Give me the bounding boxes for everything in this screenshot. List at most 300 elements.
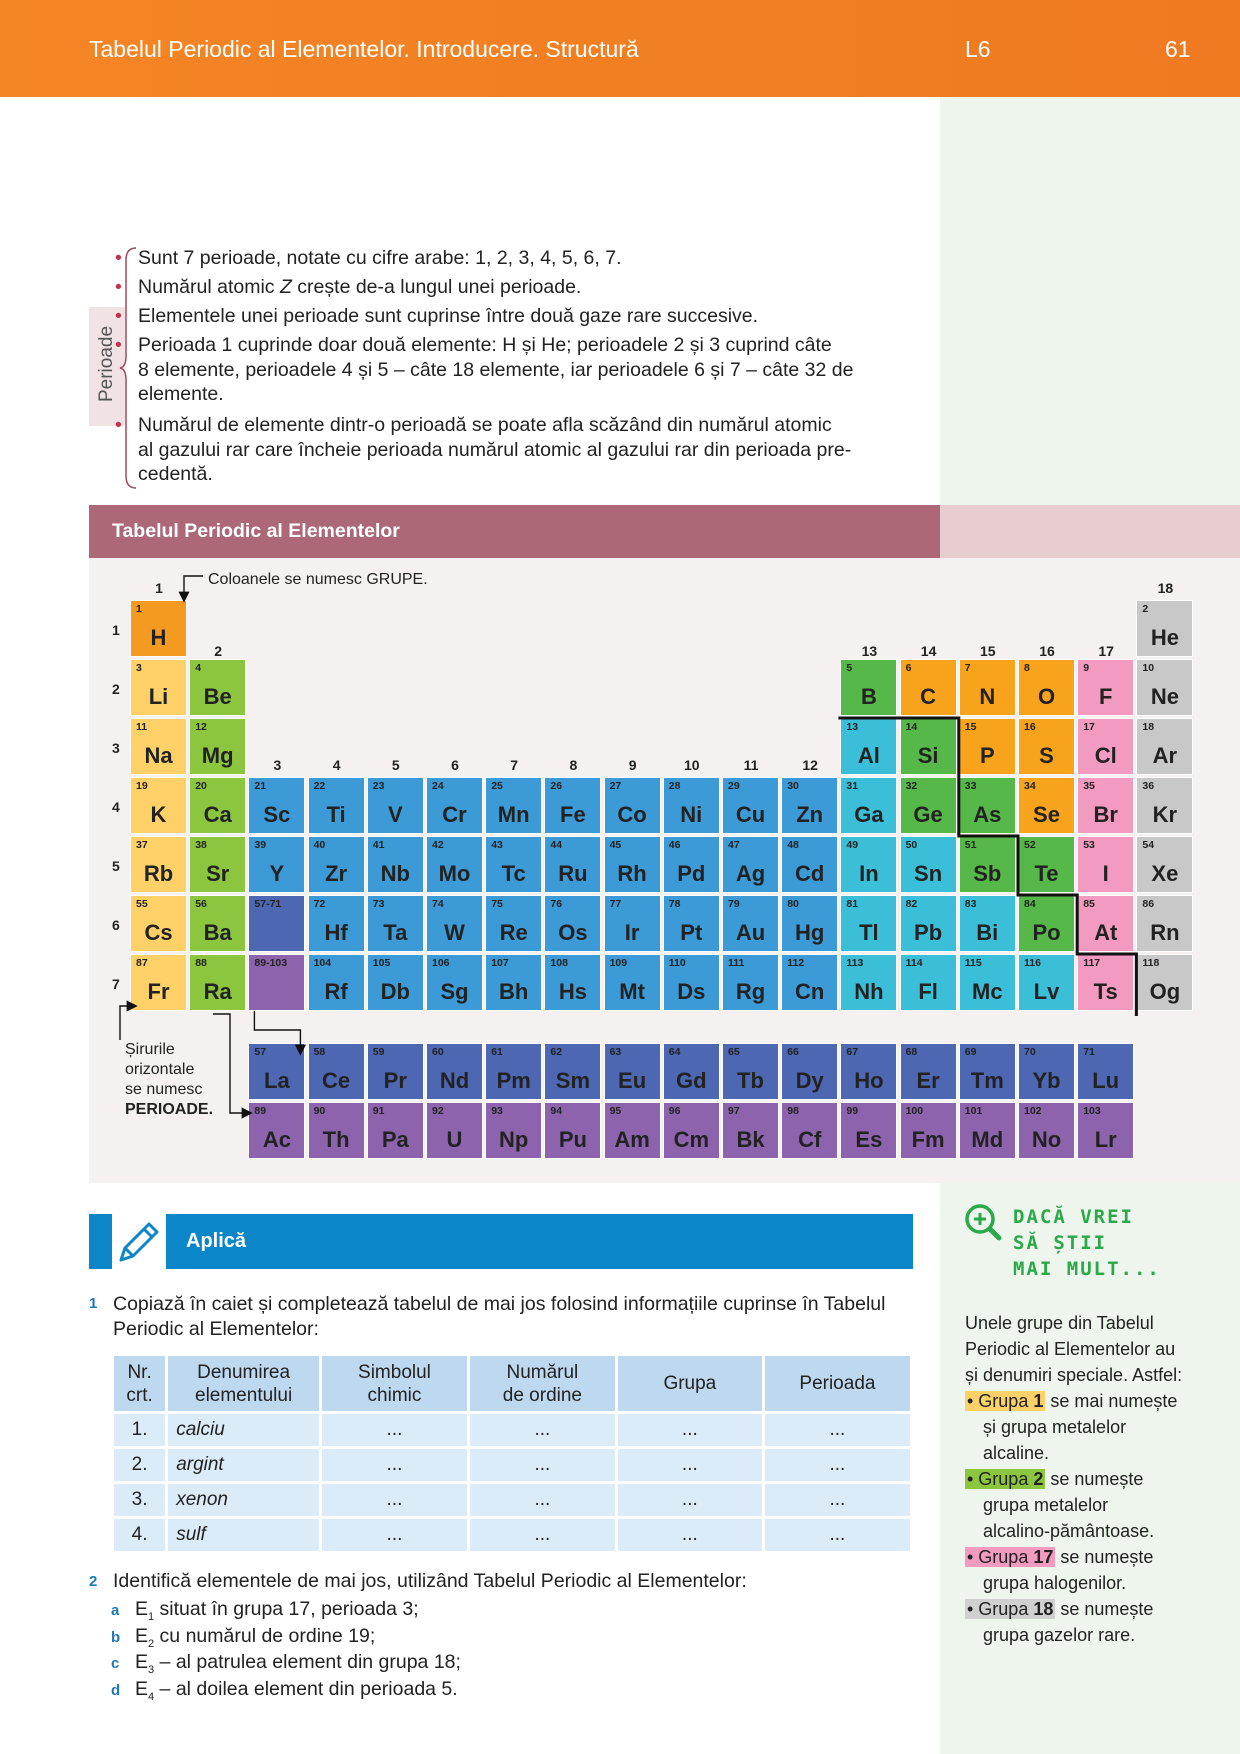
item-text: – al doilea element din perioada 5.: [154, 1677, 458, 1700]
element-Ra: [189, 954, 246, 1011]
atomic-number: 17: [1083, 721, 1095, 733]
sidebar-item-line: alcaline.: [983, 1443, 1050, 1463]
element-N: [959, 659, 1016, 716]
item-subscript: 4: [148, 1690, 155, 1703]
element-Sg: [426, 954, 483, 1011]
group-label: 8: [569, 757, 578, 773]
atomic-number: 51: [964, 839, 977, 851]
period-label: 1: [112, 622, 120, 638]
element-symbol: Pm: [496, 1068, 531, 1093]
sidebar-item-line: grupa halogenilor.: [983, 1573, 1127, 1593]
atomic-number: 55: [136, 898, 148, 910]
element-Er: [900, 1043, 957, 1100]
period-label: 3: [112, 740, 120, 756]
element-Gd: [663, 1043, 720, 1100]
atomic-number: 14: [905, 721, 918, 733]
element-Lu: [1077, 1043, 1134, 1100]
element-89-103: [248, 954, 305, 1011]
table-cell: ...: [322, 1484, 467, 1516]
element-Br: [1077, 777, 1134, 834]
element-Cr: [426, 777, 483, 834]
period-bullet: [138, 246, 918, 271]
element-Cu: [722, 777, 779, 834]
table-cell: ...: [470, 1484, 615, 1516]
element-symbol: Ge: [913, 802, 943, 827]
atomic-number: 105: [372, 957, 391, 969]
element-symbol: Am: [614, 1127, 650, 1152]
atomic-number: 46: [668, 839, 681, 851]
atomic-number: 116: [1024, 957, 1041, 969]
atomic-number: 107: [491, 957, 509, 969]
question-1-line: Periodic al Elementelor:: [113, 1318, 319, 1340]
element-symbol: C: [920, 684, 937, 709]
atomic-number: 115: [964, 957, 982, 969]
group-number: 1: [1033, 1391, 1044, 1411]
element-symbol: Ti: [326, 802, 346, 827]
atomic-number: 74: [432, 898, 444, 910]
element-symbol: Sr: [206, 861, 230, 886]
element-H: [130, 600, 187, 657]
element-Fr: [130, 954, 187, 1011]
element-symbol: Sb: [973, 861, 1002, 886]
atomic-number: 57: [254, 1046, 267, 1058]
atomic-number: 53: [1083, 839, 1095, 851]
atomic-number: 9: [1083, 662, 1090, 674]
item-subscript: 2: [148, 1637, 155, 1650]
atomic-number: 61: [491, 1046, 503, 1058]
atomic-number: 32: [905, 780, 918, 792]
element-symbol: Kr: [1152, 802, 1178, 827]
element-Pa: [367, 1102, 424, 1159]
element-Po: [1018, 895, 1075, 952]
element-Eu: [604, 1043, 661, 1100]
atomic-number: 112: [787, 957, 805, 969]
atomic-number: 117: [1083, 957, 1101, 969]
element-Np: [485, 1102, 542, 1159]
element-Cd: [781, 836, 838, 893]
element-symbol: Eu: [618, 1068, 647, 1093]
element-Rh: [604, 836, 661, 893]
element-Pr: [367, 1043, 424, 1100]
sidebar-intro-line: și denumiri speciale. Astfel:: [965, 1365, 1183, 1385]
period-bullet: [138, 275, 918, 300]
element-symbol: Mn: [497, 802, 530, 827]
sidebar-title-line: SĂ ȘTII: [1013, 1232, 1108, 1254]
atomic-number: 7: [964, 662, 971, 674]
sidebar-item-line: și grupa metalelor: [983, 1417, 1127, 1437]
element-Ta: [367, 895, 424, 952]
periods-tag-label: Perioade: [96, 325, 117, 403]
atomic-number: 20: [195, 780, 207, 792]
element-symbol: Ag: [735, 861, 766, 886]
element-Rn: [1136, 895, 1193, 952]
element-symbol: Hs: [558, 979, 587, 1004]
table-header-line: Numărul: [506, 1361, 579, 1383]
element-Sb: [959, 836, 1016, 893]
atomic-number: 68: [905, 1046, 918, 1058]
bullet-line: • Numărul de elemente dintr-o perioadă se poate afla scăzând din numărul atomic: [138, 414, 832, 436]
question-1-line: Copiază în caiet și completează tabelul de mai jos folosind informațiile cuprinse în Tabelul: [113, 1293, 886, 1315]
element-K: [130, 777, 187, 834]
element-symbol: Ce: [322, 1068, 351, 1093]
element-C: [900, 659, 957, 716]
group-highlight: • Grupa 1: [967, 1391, 1044, 1411]
element-symbol: Nh: [854, 979, 884, 1004]
element-P: [959, 718, 1016, 775]
period-label: 2: [112, 681, 120, 697]
atomic-number: 77: [609, 898, 622, 910]
element-symbol: Bk: [736, 1127, 765, 1152]
element-symbol: Cs: [144, 920, 173, 945]
atomic-number: 60: [432, 1046, 444, 1058]
element-symbol: Xe: [1151, 861, 1179, 886]
table-cell: ...: [765, 1484, 910, 1516]
element-Mo: [426, 836, 483, 893]
atomic-number: 35: [1083, 780, 1095, 792]
element-symbol: Ca: [203, 802, 232, 827]
element-symbol: Ir: [624, 920, 640, 945]
element-Re: [485, 895, 542, 952]
element-Be: [189, 659, 246, 716]
item-text: situat în grupa 17, perioada 3;: [154, 1598, 419, 1620]
element-symbol: Fl: [918, 979, 938, 1004]
question-2-item: [111, 1649, 461, 1676]
question-1-text: [113, 1292, 885, 1342]
element-symbol: Rh: [617, 861, 647, 886]
table-cell: ...: [618, 1519, 762, 1551]
table-cell: argint: [168, 1449, 319, 1481]
element-Am: [604, 1102, 661, 1159]
lesson-label: L6: [965, 36, 991, 62]
sidebar-item-line: [965, 1596, 1177, 1622]
table-cell: ...: [618, 1449, 762, 1481]
group-label: 5: [391, 757, 400, 773]
atomic-number: 84: [1024, 898, 1036, 910]
pencil-icon: [113, 1218, 163, 1268]
atomic-number: 89: [254, 1105, 267, 1117]
element-symbol: Zn: [796, 802, 824, 827]
table-header-line: elementului: [195, 1384, 293, 1406]
bullet-line: al gazului rar care încheie perioada numărul atomic al gazului rar din perioada pre-: [138, 438, 852, 461]
atomic-number: 80: [787, 898, 799, 910]
element-W: [426, 895, 483, 952]
element-symbol: Te: [1034, 861, 1059, 886]
element-symbol: O: [1037, 684, 1056, 709]
atomic-number: 50: [905, 839, 918, 851]
element-symbol: Ds: [677, 979, 706, 1004]
element-symbol: Po: [1032, 920, 1061, 945]
atomic-number: 25: [491, 780, 503, 792]
element-Pb: [900, 895, 957, 952]
table-cell: ...: [470, 1449, 615, 1481]
element-Tm: [959, 1043, 1016, 1100]
table-header-line: crt.: [126, 1384, 153, 1406]
periods-caption-line: Șirurile: [125, 1041, 175, 1058]
table-header-line: Nr.: [127, 1361, 152, 1383]
element-symbol: Tc: [501, 861, 526, 886]
element-symbol: Nb: [380, 861, 410, 886]
element-symbol: Cu: [735, 802, 766, 827]
bullet-line: elemente.: [138, 383, 224, 405]
atomic-number: 79: [728, 898, 740, 910]
element-Ti: [308, 777, 365, 834]
element-Ts: [1077, 954, 1134, 1011]
element-symbol: Ar: [1152, 743, 1178, 768]
atomic-number: 49: [846, 839, 859, 851]
period-bullet: [138, 333, 918, 407]
element-Ca: [189, 777, 246, 834]
table-cell: ...: [322, 1414, 467, 1446]
element-Cm: [663, 1102, 720, 1159]
atomic-number: 62: [550, 1046, 563, 1058]
element-In: [840, 836, 897, 893]
element-Pu: [544, 1102, 601, 1159]
table-header: [168, 1356, 319, 1411]
group-label: 2: [214, 643, 223, 659]
atomic-number: 88: [195, 957, 207, 969]
element-symbol: Re: [499, 920, 528, 945]
bullet-line: • Perioada 1 cuprinde doar două elemente: H și He; perioadele 2 și 3 cuprind câte: [138, 334, 832, 356]
group-label: 11: [743, 757, 759, 773]
element-symbol: Mo: [438, 861, 471, 886]
atomic-number: 42: [432, 839, 444, 851]
element-symbol: Rg: [735, 979, 766, 1004]
sidebar-item-rest: se numește: [1045, 1469, 1144, 1489]
group-label: 13: [861, 643, 878, 659]
item-letter: b: [111, 1628, 121, 1646]
question-2-items: [111, 1596, 461, 1702]
element-Ru: [544, 836, 601, 893]
table-header: [470, 1356, 615, 1411]
atomic-number: 118: [1142, 957, 1160, 969]
header-title: Tabelul Periodic al Elementelor. Introducere. Structură: [89, 36, 639, 62]
element-symbol: Li: [148, 684, 169, 709]
group-label: 4: [332, 757, 341, 773]
page-number: 61: [1165, 36, 1191, 62]
element-symbol: Tb: [737, 1068, 764, 1093]
table-cell: ...: [618, 1414, 762, 1446]
table-row: [114, 1449, 910, 1481]
table-title: Tabelul Periodic al Elementelor: [112, 520, 400, 542]
atomic-number: 113: [846, 957, 864, 969]
element-symbol: No: [1031, 1127, 1062, 1152]
element-Sc: [248, 777, 305, 834]
atomic-number: 78: [668, 898, 681, 910]
element-Hg: [781, 895, 838, 952]
element-Nd: [426, 1043, 483, 1100]
element-Cf: [781, 1102, 838, 1159]
question-2-item: [111, 1676, 461, 1703]
element-Tl: [840, 895, 897, 952]
element-Db: [367, 954, 424, 1011]
question-2-item: [111, 1623, 461, 1650]
element-Pt: [663, 895, 720, 952]
atomic-number: 29: [728, 780, 740, 792]
item-text: cu numărul de ordine 19;: [154, 1624, 376, 1647]
z-symbol: Z: [279, 276, 292, 298]
element-symbol: Cd: [795, 861, 825, 886]
period-label: 6: [112, 917, 120, 933]
item-element: E: [135, 1677, 149, 1700]
item-text: – al patrulea element din grupa 18;: [154, 1651, 461, 1673]
atomic-number: 72: [313, 898, 326, 910]
element-Y: [248, 836, 305, 893]
group-label: 3: [273, 757, 282, 773]
item-element: E: [135, 1598, 149, 1620]
sidebar-item-rest: se numește: [1055, 1547, 1154, 1567]
sidebar-item-rest: se numește: [1055, 1599, 1154, 1619]
bullet-line: • Numărul atomic Z crește de-a lungul unei perioade.: [138, 276, 582, 298]
element-symbol: Lr: [1094, 1127, 1117, 1152]
atomic-number: 52: [1024, 839, 1036, 851]
element-57-71: [248, 895, 305, 952]
sidebar-title-line: MAI MULT...: [1013, 1258, 1161, 1280]
element-symbol: Mc: [972, 979, 1003, 1004]
atomic-number: 89-103: [254, 957, 288, 969]
element-symbol: Ni: [680, 802, 703, 827]
atomic-number: 57-71: [254, 898, 282, 910]
atomic-number: 59: [372, 1046, 385, 1058]
element-Ga: [840, 777, 897, 834]
element-As: [959, 777, 1016, 834]
atomic-number: 71: [1083, 1046, 1095, 1058]
element-Zn: [781, 777, 838, 834]
atomic-number: 104: [313, 957, 332, 969]
element-symbol: Sn: [914, 861, 943, 886]
element-Ba: [189, 895, 246, 952]
element-symbol: B: [860, 684, 877, 709]
atomic-number: 48: [787, 839, 799, 851]
atomic-number: 24: [432, 780, 444, 792]
sidebar-intro-line: Periodic al Elementelor au: [965, 1339, 1176, 1359]
period-label: 5: [112, 858, 120, 874]
element-symbol: Bh: [499, 979, 529, 1004]
atomic-number: 108: [550, 957, 568, 969]
atomic-number: 45: [609, 839, 622, 851]
table-cell: ...: [470, 1519, 615, 1551]
element-symbol: Rf: [324, 979, 348, 1004]
element-symbol: Ta: [383, 920, 408, 945]
element-symbol: Cl: [1094, 743, 1117, 768]
element-symbol: Ts: [1093, 979, 1118, 1004]
item-letter: a: [111, 1602, 120, 1619]
atomic-number: 27: [609, 780, 622, 792]
group-label: 12: [802, 757, 818, 773]
bullet-line: cedentă.: [138, 463, 213, 485]
element-symbol: Cm: [673, 1127, 710, 1152]
element-symbol: Lv: [1033, 979, 1060, 1004]
sidebar-title-line: DACĂ VREI: [1013, 1206, 1134, 1228]
table-cell: 3.: [114, 1484, 165, 1516]
atomic-number: 47: [728, 839, 740, 851]
element-symbol: Og: [1149, 979, 1181, 1004]
atomic-number: 40: [313, 839, 326, 851]
element-symbol: Cr: [442, 802, 467, 827]
atomic-number: 94: [550, 1105, 563, 1117]
element-Md: [959, 1102, 1016, 1159]
atomic-number: 75: [491, 898, 503, 910]
sidebar-item-line: grupa metalelor: [983, 1495, 1109, 1515]
element-symbol: Ac: [262, 1127, 291, 1152]
exercise-table: [111, 1353, 913, 1554]
element-symbol: Al: [857, 743, 880, 768]
element-Bi: [959, 895, 1016, 952]
element-symbol: Zr: [325, 861, 348, 886]
group-label: 10: [684, 757, 700, 773]
atomic-number: 10: [1142, 662, 1155, 674]
element-symbol: I: [1102, 861, 1109, 886]
atomic-number: 54: [1142, 839, 1155, 851]
element-symbol: Fm: [911, 1127, 945, 1152]
table-cell: ...: [322, 1519, 467, 1551]
table-cell: calciu: [168, 1414, 319, 1446]
element-symbol: Dy: [795, 1068, 824, 1093]
element-S: [1018, 718, 1075, 775]
table-header: [322, 1356, 467, 1411]
element-symbol: Gd: [676, 1068, 707, 1093]
element-symbol: Nd: [439, 1068, 470, 1093]
sidebar-item-line: [965, 1388, 1177, 1414]
atomic-number: 31: [846, 780, 859, 792]
element-symbol: La: [264, 1068, 290, 1093]
element-Pd: [663, 836, 720, 893]
group-label: 7: [510, 757, 519, 773]
group-label: 15: [980, 643, 996, 659]
table-header: [765, 1356, 910, 1411]
atomic-number: 39: [254, 839, 267, 851]
item-element: E: [135, 1624, 149, 1647]
element-Bh: [485, 954, 542, 1011]
element-symbol: Ru: [558, 861, 588, 886]
element-Ne: [1136, 659, 1193, 716]
periods-caption: [125, 1040, 213, 1120]
element-Zr: [308, 836, 365, 893]
atomic-number: 83: [964, 898, 977, 910]
atomic-number: 97: [728, 1105, 740, 1117]
element-He: [1136, 600, 1193, 657]
element-Es: [840, 1102, 897, 1159]
element-symbol: Ba: [203, 920, 232, 945]
atomic-number: 44: [550, 839, 563, 851]
element-symbol: Hf: [324, 920, 348, 945]
atomic-number: 102: [1024, 1105, 1042, 1117]
group-label: 9: [628, 757, 637, 773]
element-symbol: P: [979, 743, 995, 768]
element-Ge: [900, 777, 957, 834]
element-symbol: Lu: [1092, 1068, 1120, 1093]
atomic-number: 30: [787, 780, 799, 792]
element-Cl: [1077, 718, 1134, 775]
table-header-line: Denumirea: [197, 1361, 291, 1383]
atomic-number: 16: [1024, 721, 1036, 733]
element-O: [1018, 659, 1075, 716]
atomic-number: 21: [254, 780, 267, 792]
element-symbol: Th: [322, 1127, 350, 1152]
table-header-line: de ordine: [502, 1384, 582, 1406]
element-symbol: Fr: [147, 979, 170, 1004]
atomic-number: 2: [1142, 603, 1149, 615]
page-header: [0, 0, 1240, 97]
element-Ce: [308, 1043, 365, 1100]
atomic-number: 41: [372, 839, 385, 851]
element-I: [1077, 836, 1134, 893]
atomic-number: 90: [313, 1105, 326, 1117]
atomic-number: 91: [372, 1105, 385, 1117]
table-row: [114, 1484, 910, 1516]
atomic-number: 8: [1024, 662, 1030, 674]
element-symbol: F: [1098, 684, 1113, 709]
atomic-number: 37: [136, 839, 148, 851]
